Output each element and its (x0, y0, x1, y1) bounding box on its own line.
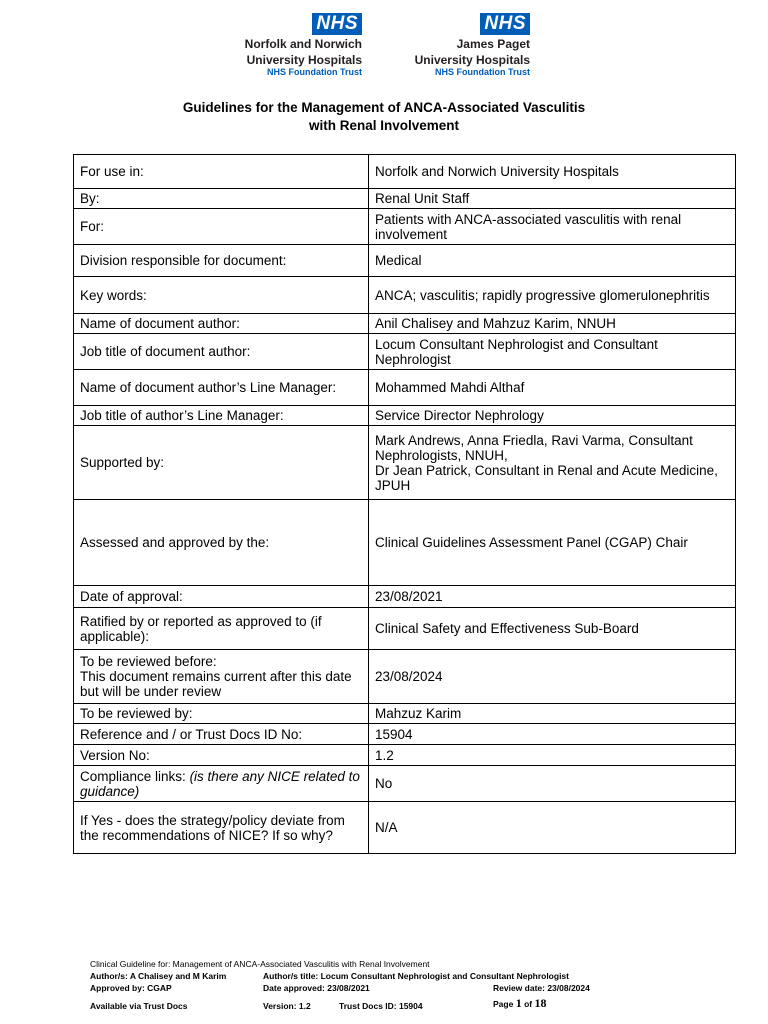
row-value: Clinical Safety and Effectiveness Sub-Board (369, 608, 736, 650)
nhs-logo-icon: NHS (480, 13, 530, 35)
footer-approved-by: Approved by: CGAP (90, 983, 172, 993)
row-key: Reference and / or Trust Docs ID No: (74, 724, 369, 745)
nnuh-name-line2: University Hospitals (246, 53, 362, 67)
row-value: ANCA; vasculitis; rapidly progressive glomerulonephritis (369, 277, 736, 314)
row-key: Key words: (74, 277, 369, 314)
table-row (74, 314, 736, 334)
row-key: Assessed and approved by the: (74, 500, 369, 586)
footer-date-approved: Date approved: 23/08/2021 (263, 983, 370, 993)
page-footer (90, 958, 650, 1012)
row-value: Norfolk and Norwich University Hospitals (369, 155, 736, 189)
footer-row (90, 982, 650, 994)
compliance-links-label: Compliance links: (80, 768, 186, 784)
page-total: 18 (534, 996, 547, 1010)
document-title-line1: Guidelines for the Management of ANCA-Associated Vasculitis (182, 100, 586, 115)
row-key: Job title of author’s Line Manager: (74, 406, 369, 426)
table-row (74, 745, 736, 766)
jpuh-name-line2: University Hospitals (414, 53, 530, 67)
document-title (0, 99, 768, 135)
table-row (74, 724, 736, 745)
footer-review-date: Review date: 23/08/2024 (493, 983, 590, 993)
row-key: For use in: (74, 155, 369, 189)
row-value: 1.2 (369, 745, 736, 766)
jpuh-name-line1: James Paget (456, 37, 530, 51)
nnuh-name-line1: Norfolk and Norwich (244, 37, 362, 51)
table-row (74, 802, 736, 854)
row-value: 15904 (369, 724, 736, 745)
row-key: To be reviewed before: This document remains current after this date but will be under review (74, 650, 369, 704)
nnuh-trust-label: NHS Foundation Trust (267, 67, 362, 77)
footer-row (90, 970, 650, 982)
table-row (74, 500, 736, 586)
nnuh-logo (232, 13, 362, 78)
table-row (74, 650, 736, 704)
row-key (74, 766, 369, 802)
document-title-line2: with Renal Involvement (308, 118, 460, 133)
row-key: Version No: (74, 745, 369, 766)
row-value: Renal Unit Staff (369, 189, 736, 209)
compliance-links-note: (is there any NICE related to guidance) (80, 768, 360, 799)
footer-row (90, 996, 650, 1012)
row-key: If Yes - does the strategy/policy deviate from the recommendations of NICE? If so why? (74, 802, 369, 854)
table-row (74, 334, 736, 370)
document-info-table (73, 154, 736, 854)
footer-page-number (493, 997, 546, 1010)
page-of: of (524, 999, 533, 1009)
table-row (74, 426, 736, 500)
page-current: 1 (515, 996, 522, 1010)
row-value: Mohammed Mahdi Althaf (369, 370, 736, 406)
row-key: Ratified by or reported as approved to (if applicable): (74, 608, 369, 650)
row-value: Service Director Nephrology (369, 406, 736, 426)
row-value: Mark Andrews, Anna Friedla, Ravi Varma, Consultant Nephrologists, NNUH, Dr Jean Patrick, Consultant in Renal and Acute Medicine, JPUH (369, 426, 736, 500)
footer-row (90, 958, 650, 970)
footer-version: Version: 1.2 (263, 1001, 311, 1011)
row-value: N/A (369, 802, 736, 854)
table-row (74, 245, 736, 277)
table-row (74, 370, 736, 406)
table-row (74, 277, 736, 314)
row-value: No (369, 766, 736, 802)
row-key: To be reviewed by: (74, 704, 369, 724)
row-value: 23/08/2021 (369, 586, 736, 608)
row-value: Mahzuz Karim (369, 704, 736, 724)
table-row (74, 406, 736, 426)
page-label: Page (493, 999, 514, 1009)
table-row (74, 608, 736, 650)
table-row (74, 766, 736, 802)
footer-authors-title: Author/s title: Locum Consultant Nephrologist and Consultant Nephrologist (263, 971, 569, 981)
row-value: Clinical Guidelines Assessment Panel (CGAP) Chair (369, 500, 736, 586)
row-value: Locum Consultant Nephrologist and Consultant Nephrologist (369, 334, 736, 370)
table-row (74, 155, 736, 189)
row-key: Job title of document author: (74, 334, 369, 370)
footer-trust-docs-id: Trust Docs ID: 15904 (339, 1001, 423, 1011)
row-key: Name of document author’s Line Manager: (74, 370, 369, 406)
footer-available: Available via Trust Docs (90, 1001, 188, 1011)
row-value: 23/08/2024 (369, 650, 736, 704)
jpuh-logo (392, 13, 530, 78)
row-value: Patients with ANCA-associated vasculitis with renal involvement (369, 209, 736, 245)
row-key: For: (74, 209, 369, 245)
table-row (74, 189, 736, 209)
jpuh-trust-label: NHS Foundation Trust (435, 67, 530, 77)
table-row (74, 704, 736, 724)
row-key: Division responsible for document: (74, 245, 369, 277)
footer-authors: Author/s: A Chalisey and M Karim (90, 971, 227, 981)
row-key: Name of document author: (74, 314, 369, 334)
row-key: By: (74, 189, 369, 209)
row-value: Anil Chalisey and Mahzuz Karim, NNUH (369, 314, 736, 334)
footer-guideline-title: Clinical Guideline for: Management of ANCA-Associated Vasculitis with Renal Involvement (90, 959, 430, 969)
row-value: Medical (369, 245, 736, 277)
nhs-logo-icon: NHS (312, 13, 362, 35)
row-key: Supported by: (74, 426, 369, 500)
table-row (74, 586, 736, 608)
table-row (74, 209, 736, 245)
row-key: Date of approval: (74, 586, 369, 608)
